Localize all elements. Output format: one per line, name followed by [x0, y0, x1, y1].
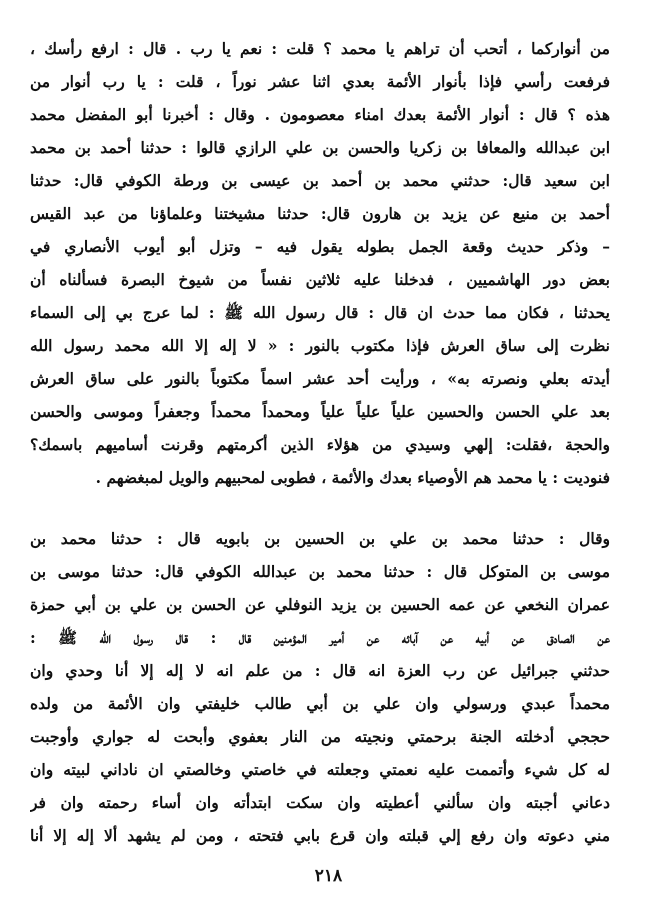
text-line: ابن عبدالله والمعافا بن زكريا والحسن بن علي الرازي قالوا : حدثنا أحمد بن محمد: [30, 138, 610, 157]
text-line: يحدثنا ، فكان مما حدث ان قال : قال رسول الله ﷺ : لما عرج بي إلى السماء: [30, 303, 610, 322]
text-line: أحمد بن منيع عن يزيد بن هارون قال: حدثنا مشيختنا وعلماؤنا من عبد القيس: [30, 204, 610, 223]
text-line: نظرت إلى ساق العرش فإذا مكتوب بالنور : « لا إله إلا الله محمد رسول الله: [30, 336, 610, 355]
page-number: ٢١٨: [314, 866, 343, 886]
text-line: عن الصادق عن أبيه عن آبائه عن أمير المؤمنين قال : قال رسول الله ﷺ :: [30, 628, 610, 647]
text-line: فنوديت : يا محمد هم الأوصياء بعدك والأئمة ، فطوبى لمحبيهم والويل لمبغضهم .: [95, 468, 610, 487]
text-line: ابن سعيد قال: حدثني محمد بن أحمد بن عيسى بن ورطة الكوفي قال: حدثنا: [30, 171, 610, 190]
text-line: موسى بن المتوكل قال : حدثنا محمد بن عبدالله الكوفي قال: حدثنا موسى بن: [30, 562, 610, 581]
text-line: دعاني أجبته وان سألني أعطيته وان سكت ابتدأته وان أساء رحمته وان فر: [30, 793, 610, 812]
text-line: بعض دور الهاشميين ، فدخلنا عليه ثلاثين نفساً من شيوخ البصرة فسألناه أن: [30, 270, 610, 289]
text-line: حججي أدخلته الجنة برحمتي ونجيته من النار بعفوي وأبحت له جواري وأوجبت: [30, 727, 610, 746]
paragraph-1: [30, 32, 610, 494]
text-line: حدثني جبرائيل عن رب العزة انه قال : من علم انه لا إله إلا أنا وحدي وان: [30, 661, 610, 680]
text-line: أيدته بعلي ونصرته به» ، ورأيت أحد عشر اسماً مكتوباً بالنور على ساق العرش: [30, 369, 610, 388]
text-line: مني دعوته وان رفع إلي قبلته وان قرع بابي فتحته ، ومن لم يشهد ألا إله إلا أنا: [30, 826, 610, 845]
text-line: بعد علي الحسن والحسين علياً علياً علياً ومحمداً محمداً وجعفراً وموسى والحسن: [30, 402, 610, 421]
text-line: هذه ؟ قال : أنوار الأئمة بعدك امناء معصومون . وقال : أخبرنا أبو المفضل محمد: [30, 105, 610, 124]
text-line: والحجة ،فقلت: إلهي وسيدي من هؤلاء الذين أكرمتهم وقرنت أساميهم باسمك؟: [30, 435, 610, 454]
text-line: فرفعت رأسي فإذا بأنوار الأئمة بعدي اثنا عشر نوراً ، قلت : يا رب أنوار من: [30, 72, 610, 91]
text-line: – وذكر حديث وقعة الجمل بطوله يقول فيه – وتزل أبو أيوب الأنصاري في: [30, 237, 610, 256]
text-line: وقال : حدثنا محمد بن علي بن الحسين بن بابويه قال : حدثنا محمد بن: [30, 529, 610, 548]
text-line: من أنواركما ، أتحب أن تراهم يا محمد ؟ قلت : نعم يا رب . قال : ارفع رأسك ،: [30, 39, 610, 58]
text-line: محمداً عبدي ورسولي وان علي بن أبي طالب خليفتي وان الأئمة من ولده: [30, 694, 610, 713]
text-line: عمران النخعي عن عمه الحسين بن يزيد النوفلي عن الحسن بن علي بن أبي حمزة: [30, 595, 610, 614]
text-line: له كل شيء وأتممت عليه نعمتي وجعلته في خاصتي وخالصتي ان ناداني لبيته وان: [30, 760, 610, 779]
paragraph-2: [30, 522, 610, 852]
